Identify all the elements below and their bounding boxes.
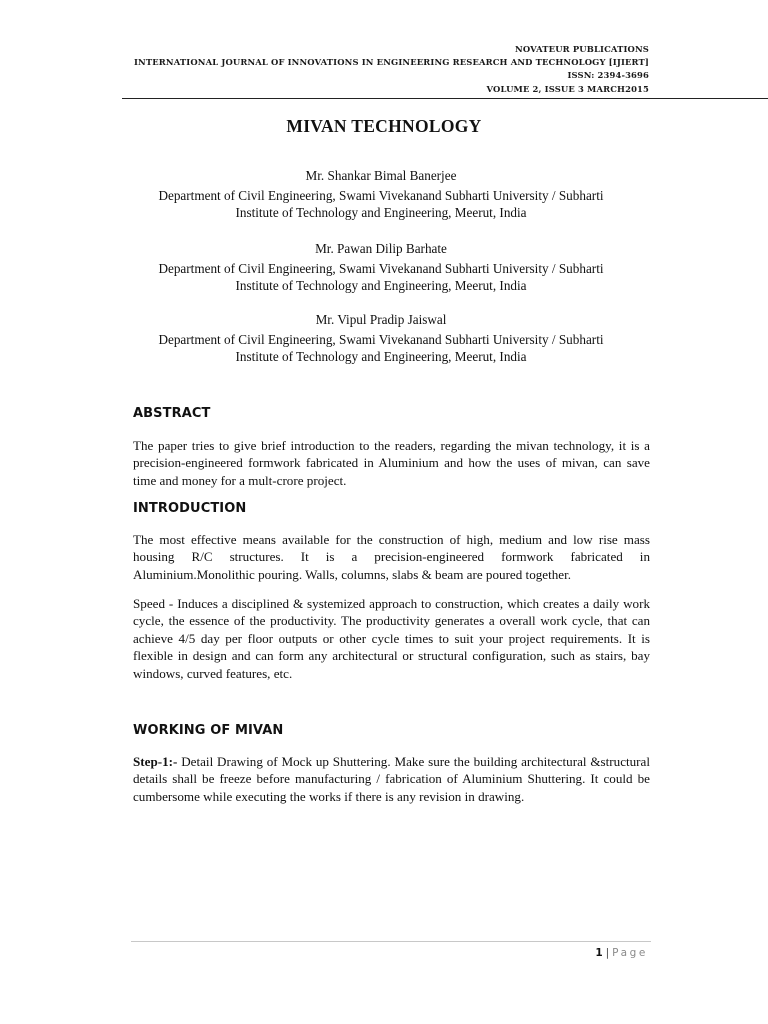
page-label: Page (612, 947, 648, 959)
author-affiliation: Department of Civil Engineering, Swami Vivekanand Subharti University / Subharti (158, 260, 604, 276)
author-affiliation: Institute of Technology and Engineering, Meerut, India (235, 349, 527, 364)
author-affiliation: Institute of Technology and Engineering, Meerut, India (235, 205, 527, 220)
author-block-1 (120, 167, 642, 222)
running-header (134, 43, 649, 96)
author-affiliation: Department of Civil Engineering, Swami Vivekanand Subharti University / Subharti (158, 187, 604, 203)
introduction-paragraph-2: Speed - Induces a disciplined & systemized approach to construction, which creates a daily work cycle, the essence of the productivity. The productivity generates a overall work cycle, that can achieve 4/5 day per floor outputs or other cycle times to suit your project requirements. It is flexible in design and can form any architectural or structural configuration, such as stairs, bay windows, curved features, etc. (133, 596, 650, 681)
author-block-3 (120, 311, 642, 366)
author-name: Mr. Vipul Pradip Jaiswal (315, 312, 447, 327)
page-number: 1 (595, 947, 603, 959)
abstract-heading: ABSTRACT (133, 406, 211, 421)
publisher-name: NOVATEUR PUBLICATIONS (515, 44, 649, 54)
volume-issue: VOLUME 2, ISSUE 3 MARCH2015 (486, 83, 649, 94)
journal-name: INTERNATIONAL JOURNAL OF INNOVATIONS IN ENGINEERING RESEARCH AND TECHNOLOGY [IJIERT] (133, 57, 649, 68)
issn: ISSN: 2394-3696 (567, 70, 649, 81)
step-1-label: Step-1:- (133, 754, 178, 769)
abstract-text: The paper tries to give brief introduction to the readers, regarding the mivan technology, it is a precision-engineered formwork fabricated in Aluminium and how the uses of mivan, can save time and money for a mult-crore project. (133, 438, 650, 488)
step-1-text: Detail Drawing of Mock up Shuttering. Make sure the building architectural &structural details shall be freeze before manufacturing / fabrication of Aluminium Shuttering. It could be cumbersome while executing the works if there is any revision in drawing. (133, 754, 650, 804)
author-affiliation: Department of Civil Engineering, Swami Vivekanand Subharti University / Subharti (158, 331, 604, 347)
author-affiliation: Institute of Technology and Engineering, Meerut, India (235, 278, 527, 293)
header-divider (122, 98, 768, 99)
introduction-heading: INTRODUCTION (133, 501, 247, 516)
introduction-paragraph-1: The most effective means available for the construction of high, medium and low rise mass housing R/C structures. It is a precision-engineered formwork fabricated in Aluminium.Monolithic pouring. Walls, columns, slabs & beam are poured together. (133, 532, 650, 582)
footer-divider (131, 941, 651, 942)
author-name: Mr. Shankar Bimal Banerjee (305, 168, 457, 183)
author-name: Mr. Pawan Dilip Barhate (315, 241, 447, 256)
author-block-2 (120, 240, 642, 295)
footer-separator: | (605, 947, 610, 959)
step-1-paragraph (133, 753, 650, 805)
paper-title: MIVAN TECHNOLOGY (286, 116, 482, 136)
page-footer (595, 947, 648, 959)
working-heading: WORKING OF MIVAN (133, 723, 284, 738)
